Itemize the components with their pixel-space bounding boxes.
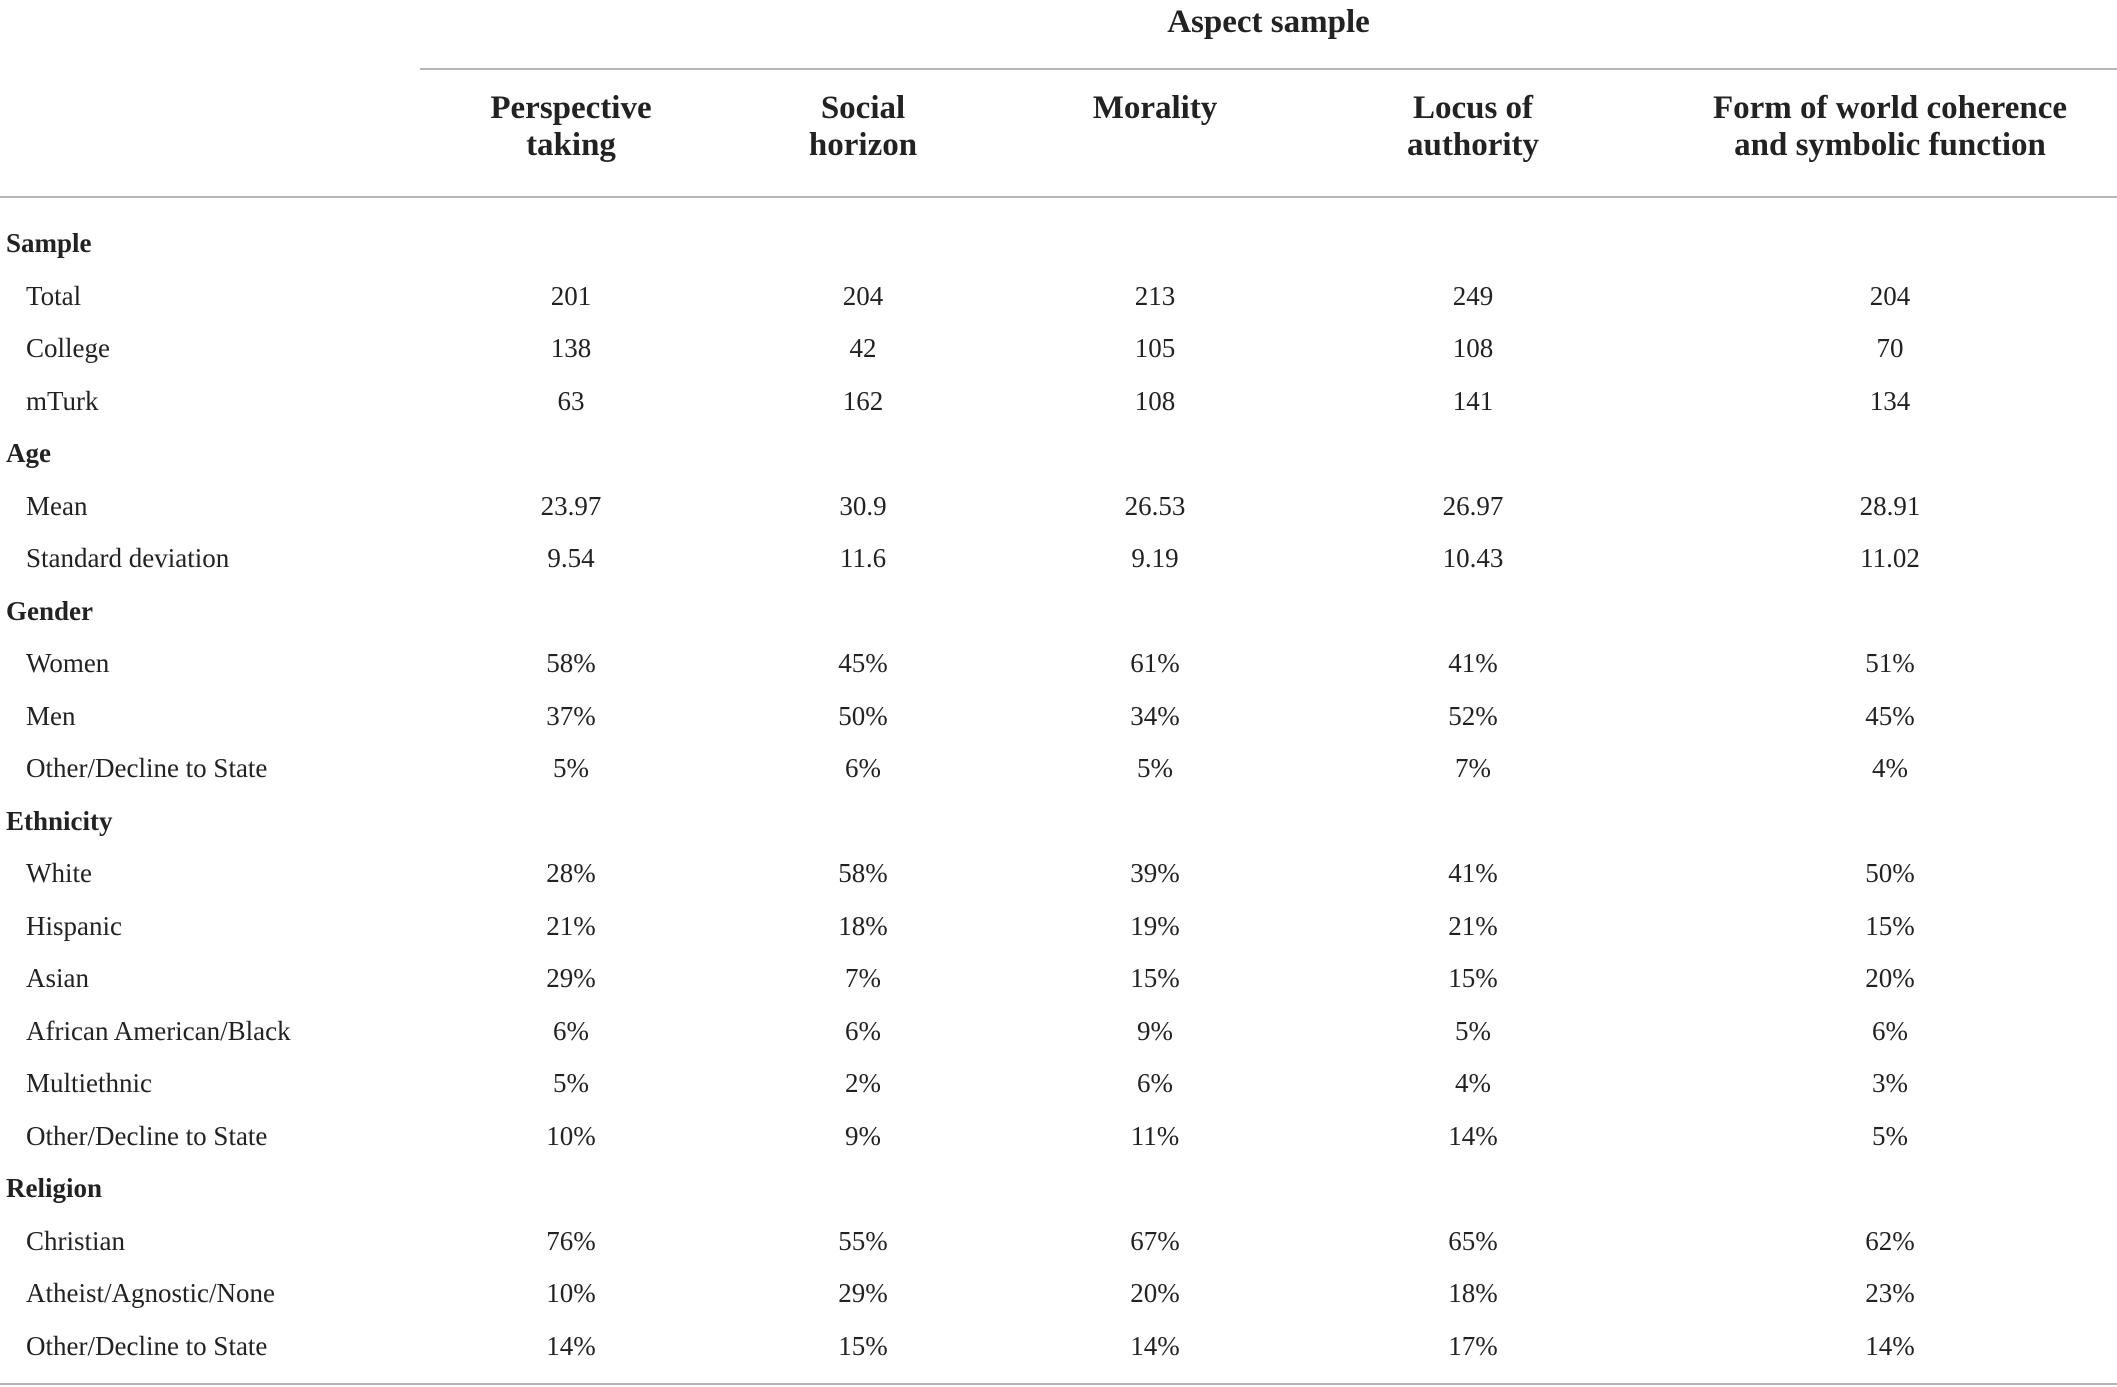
table-cell: 26.97 [1442, 490, 1504, 521]
table-cell: 6% [845, 1015, 881, 1046]
table-cell: 52% [1448, 700, 1498, 731]
table-cell: 15% [1448, 963, 1498, 993]
table-row [0, 900, 2117, 953]
column-header-line: Social [820, 90, 906, 126]
column-headers [0, 90, 2117, 200]
table-cell: 41% [1448, 648, 1498, 678]
table-cell: 23.97 [540, 490, 602, 521]
table-cell: 30.9 [839, 490, 887, 521]
row-label: Mean [26, 490, 88, 521]
table-row [0, 1057, 2117, 1110]
table-row [0, 480, 2117, 533]
table-cell: 26.53 [1124, 490, 1186, 521]
row-label: mTurk [26, 385, 99, 416]
table-cell: 138 [550, 333, 592, 363]
table-cell: 213 [1134, 280, 1176, 311]
table-cell: 17% [1448, 1330, 1498, 1361]
table-cell: 15% [1865, 910, 1915, 941]
table-cell: 29% [838, 1278, 888, 1308]
column-header-line: horizon [808, 127, 918, 163]
table-cell: 15% [1130, 963, 1180, 993]
table-cell: 7% [845, 963, 881, 993]
column-header-perspective-taking [460, 90, 682, 164]
table-row [0, 742, 2117, 795]
table-cell: 6% [1137, 1068, 1173, 1098]
column-header-line: Morality [1092, 90, 1218, 126]
table-cell: 58% [838, 858, 888, 888]
row-label: Other/Decline to State [26, 753, 268, 783]
table-cell: 29% [546, 963, 596, 993]
group-header-rule [420, 68, 2117, 70]
table-cell: 76% [546, 1225, 596, 1256]
table-cell: 162 [842, 385, 884, 416]
group-header-aspect-sample: Aspect sample [1167, 4, 1370, 40]
table-cell: 5% [1137, 753, 1173, 783]
table-cell: 41% [1448, 858, 1498, 888]
table-cell: 28.91 [1859, 490, 1921, 521]
column-header-line: Form of world coherence [1712, 90, 2068, 126]
table-cell: 204 [1869, 280, 1911, 311]
table-cell: 55% [838, 1225, 888, 1256]
column-header-line: Locus of [1412, 90, 1534, 126]
table-cell: 5% [1455, 1015, 1491, 1046]
row-label: College [26, 333, 110, 363]
section-title: Gender [6, 595, 93, 626]
table-cell: 21% [1448, 910, 1498, 941]
table-cell: 37% [546, 700, 596, 731]
table-cell: 5% [553, 1068, 589, 1098]
table-cell: 10% [546, 1120, 596, 1151]
column-header-social-horizon [752, 90, 974, 164]
table-body [0, 217, 2117, 1372]
column-header-line: and symbolic function [1734, 127, 2046, 163]
row-label: Standard deviation [26, 543, 230, 573]
table-cell: 18% [1448, 1278, 1498, 1308]
table-cell: 20% [1865, 963, 1915, 993]
table-cell: 50% [1865, 858, 1915, 888]
table-cell: 67% [1130, 1225, 1180, 1256]
table-cell: 4% [1872, 753, 1908, 783]
table-row [0, 847, 2117, 900]
table-row [0, 1005, 2117, 1058]
table-row [0, 952, 2117, 1005]
table-cell: 63 [557, 385, 585, 416]
table-cell: 201 [550, 280, 592, 311]
row-label: Multiethnic [26, 1068, 152, 1098]
table-cell: 18% [838, 910, 888, 941]
column-header-line: Perspective [490, 90, 652, 126]
table-cell: 7% [1455, 753, 1491, 783]
table-cell: 10% [546, 1278, 596, 1308]
row-label: Christian [26, 1225, 125, 1256]
column-header-line: authority [1407, 127, 1539, 163]
table-cell: 14% [1130, 1330, 1180, 1361]
table-cell: 45% [838, 648, 888, 678]
table-cell: 28% [546, 858, 596, 888]
table-cell: 108 [1452, 333, 1494, 363]
table-cell: 21% [546, 910, 596, 941]
table-cell: 65% [1448, 1225, 1498, 1256]
table-cell: 14% [1865, 1330, 1915, 1361]
column-header-form-of-world-coherence [1650, 90, 2117, 164]
row-label: Other/Decline to State [26, 1330, 268, 1361]
section-title: Religion [6, 1173, 103, 1203]
section-row [0, 585, 2117, 638]
row-label: Asian [26, 963, 89, 993]
row-label: Total [26, 280, 82, 311]
table-cell: 14% [546, 1330, 596, 1361]
table-cell: 6% [845, 753, 881, 783]
table-cell: 2% [845, 1068, 881, 1098]
section-row [0, 1162, 2117, 1215]
table-cell: 5% [553, 753, 589, 783]
table-cell: 6% [1872, 1015, 1908, 1046]
table-cell: 51% [1865, 648, 1915, 678]
section-row [0, 795, 2117, 848]
row-label: Other/Decline to State [26, 1120, 268, 1151]
section-row [0, 427, 2117, 480]
table-cell: 50% [838, 700, 888, 731]
table-cell: 4% [1455, 1068, 1491, 1098]
table-row [0, 1267, 2117, 1320]
table-cell: 141 [1452, 385, 1494, 416]
table-cell: 249 [1452, 280, 1494, 311]
table-cell: 23% [1865, 1278, 1915, 1308]
table-cell: 204 [842, 280, 884, 311]
table-cell: 39% [1130, 858, 1180, 888]
header-rule [0, 196, 2117, 198]
table-cell: 6% [553, 1015, 589, 1046]
table-row [0, 532, 2117, 585]
table-cell: 134 [1869, 385, 1911, 416]
table-cell: 70 [1876, 333, 1904, 363]
table-row [0, 322, 2117, 375]
section-title: Age [6, 438, 51, 468]
table-row [0, 637, 2117, 690]
column-header-morality [1044, 90, 1266, 127]
section-row [0, 217, 2117, 270]
table-cell: 9.54 [547, 543, 595, 573]
table-row [0, 375, 2117, 428]
table-cell: 42 [849, 333, 877, 363]
table-row [0, 690, 2117, 743]
table-cell: 11.02 [1860, 543, 1920, 573]
table-row [0, 270, 2117, 323]
table-cell: 62% [1865, 1225, 1915, 1256]
column-header-locus-of-authority [1362, 90, 1584, 164]
row-label: Women [26, 648, 110, 678]
section-title: Ethnicity [6, 805, 113, 836]
row-label: Men [26, 700, 76, 731]
section-title: Sample [6, 228, 92, 258]
table-cell: 3% [1872, 1068, 1908, 1098]
table-cell: 15% [838, 1330, 888, 1361]
table-cell: 34% [1130, 700, 1180, 731]
table-cell: 105 [1134, 333, 1176, 363]
table-row [0, 1320, 2117, 1373]
table-row [0, 1110, 2117, 1163]
table-cell: 108 [1134, 385, 1176, 416]
row-label: African American/Black [26, 1015, 291, 1046]
row-label: White [26, 858, 92, 888]
table-cell: 11.6 [839, 543, 887, 573]
table-cell: 5% [1872, 1120, 1908, 1151]
table-cell: 19% [1130, 910, 1180, 941]
table-cell: 14% [1448, 1120, 1498, 1151]
row-label: Hispanic [26, 910, 122, 941]
table-cell: 61% [1130, 648, 1180, 678]
table-cell: 11% [1130, 1120, 1180, 1151]
table-cell: 58% [546, 648, 596, 678]
bottom-rule [0, 1383, 2117, 1385]
row-label: Atheist/Agnostic/None [26, 1278, 275, 1308]
table-cell: 9.19 [1131, 543, 1179, 573]
table-cell: 9% [1137, 1015, 1173, 1046]
column-header-line: taking [526, 127, 616, 163]
table-row [0, 1215, 2117, 1268]
table-cell: 45% [1865, 700, 1915, 731]
table-cell: 9% [845, 1120, 881, 1151]
table-cell: 20% [1130, 1278, 1180, 1308]
table-cell: 10.43 [1442, 543, 1504, 573]
